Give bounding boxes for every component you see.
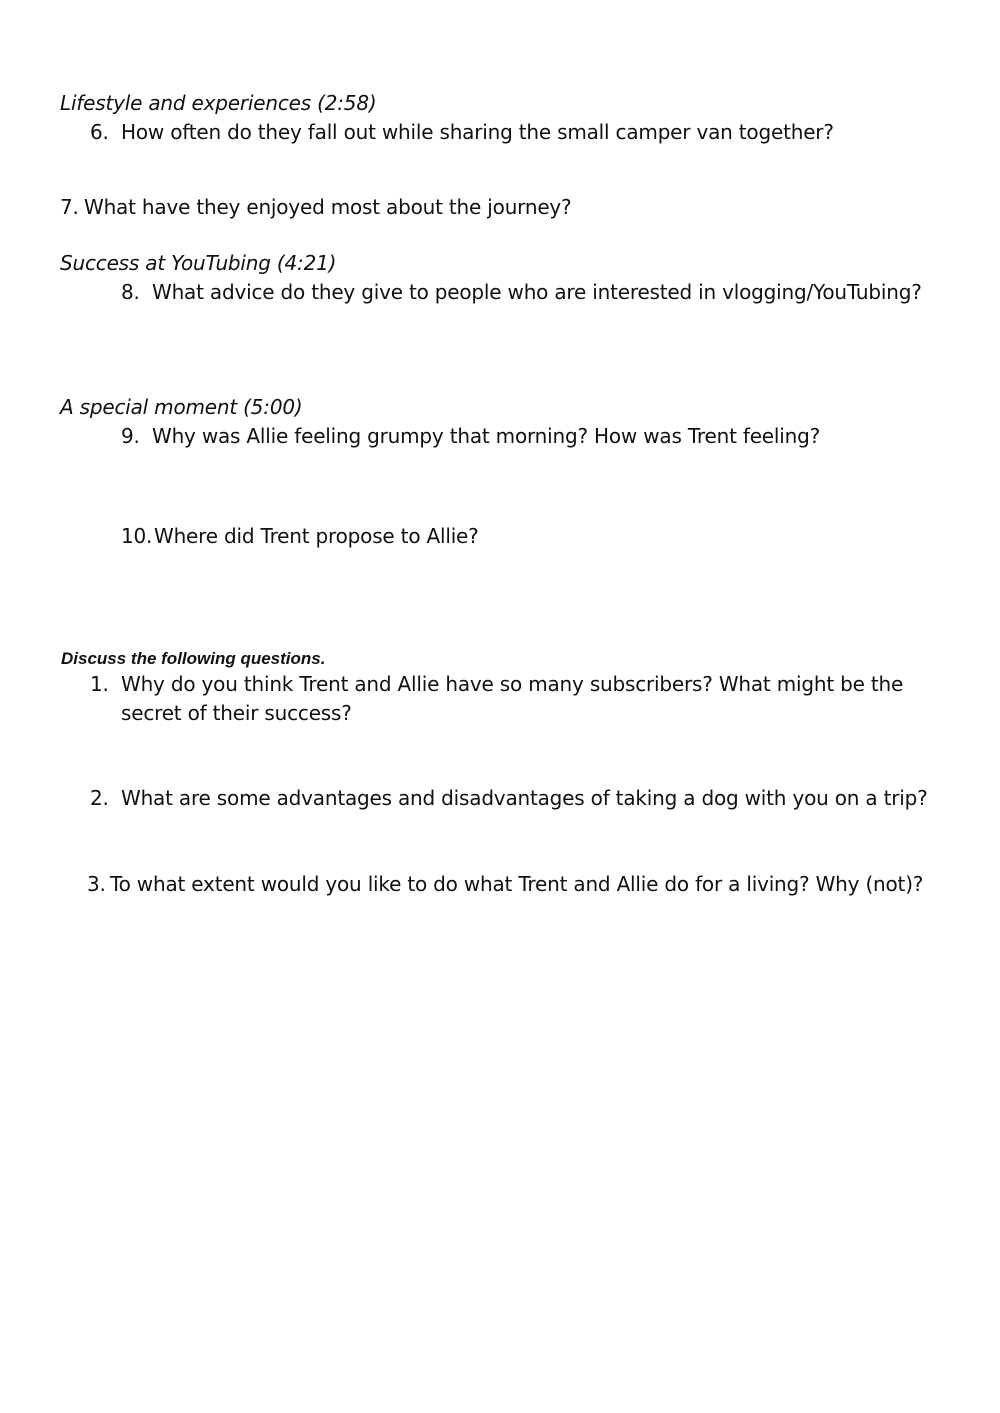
- question-text: How often do they fall out while sharing the small camper van together?: [121, 120, 834, 144]
- question-text: What have they enjoyed most about the journey?: [84, 195, 572, 219]
- question-text: Why was Allie feeling grumpy that morning? How was Trent feeling?: [152, 424, 821, 448]
- discussion-text: What are some advantages and disadvantages of taking a dog with you on a trip?: [121, 786, 928, 810]
- discussion-number: 2.: [90, 786, 109, 810]
- section-heading-lifestyle: Lifestyle and experiences (2:58): [60, 91, 377, 115]
- question-text: Where did Trent propose to Allie?: [154, 524, 479, 548]
- discussion-title: Discuss the following questions.: [61, 649, 326, 668]
- discussion-text: Why do you think Trent and Allie have so many subscribers? What might be the: [121, 672, 904, 696]
- question-number: 10.: [121, 524, 153, 548]
- discussion-text: To what extent would you like to do what Trent and Allie do for a living? Why (not)?: [110, 872, 924, 896]
- question-number: 6.: [90, 120, 109, 144]
- question-number: 9.: [121, 424, 140, 448]
- discussion-item-1-continued: secret of their success?: [121, 701, 352, 725]
- question-number: 8.: [121, 280, 140, 304]
- section-heading-special-moment: A special moment (5:00): [60, 395, 303, 419]
- discussion-number: 3.: [87, 872, 106, 896]
- question-text: What advice do they give to people who are interested in vlogging/YouTubing?: [152, 280, 922, 304]
- section-heading-success: Success at YouTubing (4:21): [60, 251, 337, 275]
- question-number: 7.: [60, 195, 79, 219]
- discussion-number: 1.: [90, 672, 109, 696]
